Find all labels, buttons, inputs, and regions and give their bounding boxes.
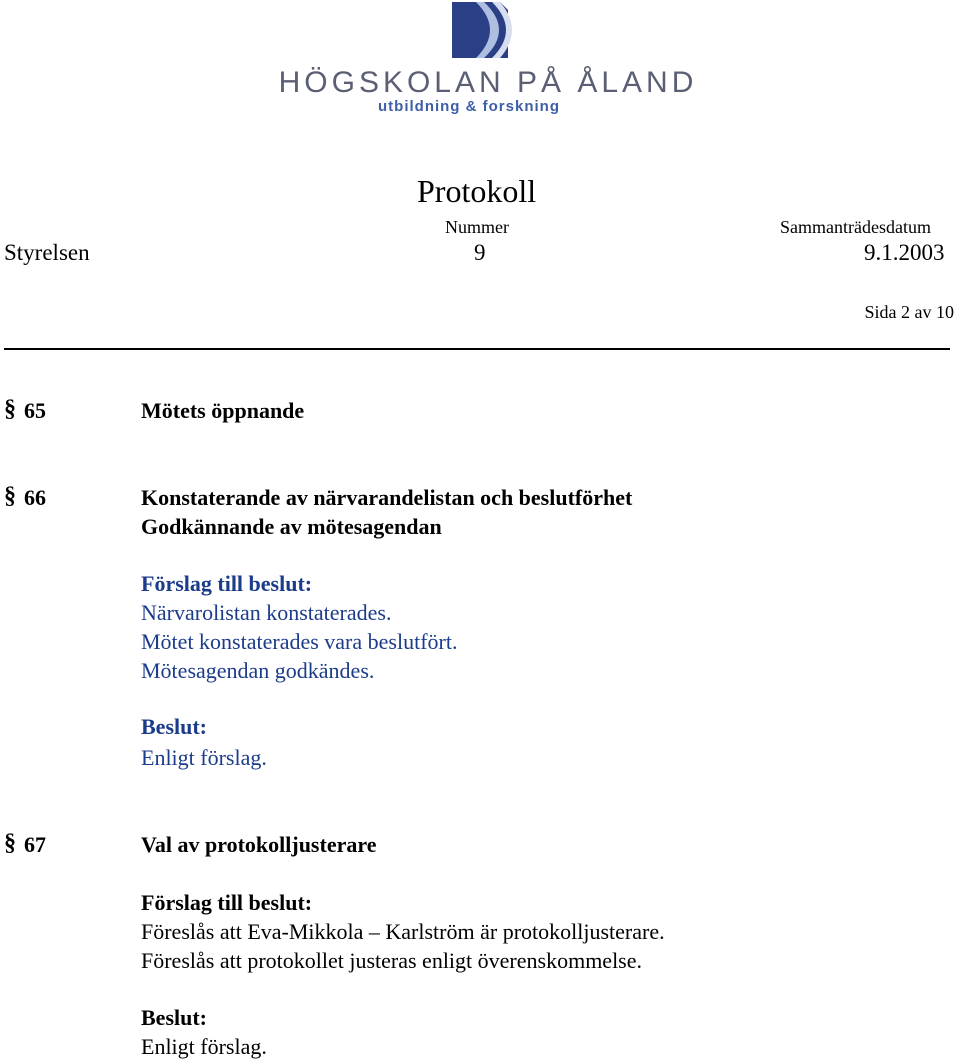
section-66-title-line-2: Godkännande av mötesagendan (141, 514, 442, 539)
section-66-proposal-label: Förslag till beslut: (141, 571, 313, 596)
section-67-decision-text: Enligt förslag. (141, 1034, 267, 1059)
section-67-proposal-line-2: Föreslås att protokollet justeras enligt överenskommelse. (141, 948, 643, 973)
section-66-number: 66 (24, 485, 46, 510)
section-66-proposal-line-1: Närvarolistan konstaterades. (141, 600, 392, 625)
section-65-title: Mötets öppnande (141, 398, 305, 423)
date-label: Sammanträdesdatum (780, 217, 931, 237)
university-logo-mark (440, 0, 524, 60)
page-indicator: Sida 2 av 10 (864, 302, 954, 322)
section-66-proposal-line-3: Mötesagendan godkändes. (141, 658, 375, 683)
section-65-symbol: § (4, 396, 16, 422)
header-divider (4, 348, 950, 350)
university-name-logo: HÖGSKOLAN PÅ ÅLAND (278, 66, 698, 99)
section-66-symbol: § (4, 483, 16, 509)
section-67-proposal-line-1: Föreslås att Eva-Mikkola – Karlström är protokolljusterare. (141, 919, 665, 944)
meeting-date: 9.1.2003 (864, 240, 945, 265)
organ-name: Styrelsen (4, 240, 90, 265)
section-66-decision-label: Beslut: (141, 714, 207, 739)
section-67-title: Val av protokolljusterare (141, 832, 377, 857)
document-title: Protokoll (417, 173, 537, 209)
section-67-proposal-label: Förslag till beslut: (141, 890, 313, 915)
number-label: Nummer (445, 217, 509, 237)
section-66-decision-text: Enligt förslag. (141, 745, 267, 770)
section-67-decision-label: Beslut: (141, 1005, 207, 1030)
section-66-title-line-1: Konstaterande av närvarandelistan och beslutförhet (141, 485, 633, 510)
section-67-symbol: § (4, 830, 16, 856)
university-tagline: utbildning & forskning (378, 98, 560, 115)
meeting-number: 9 (474, 240, 486, 265)
section-66-proposal-line-2: Mötet konstaterades vara beslutfört. (141, 629, 458, 654)
section-65-number: 65 (24, 398, 46, 423)
section-67-number: 67 (24, 832, 46, 857)
